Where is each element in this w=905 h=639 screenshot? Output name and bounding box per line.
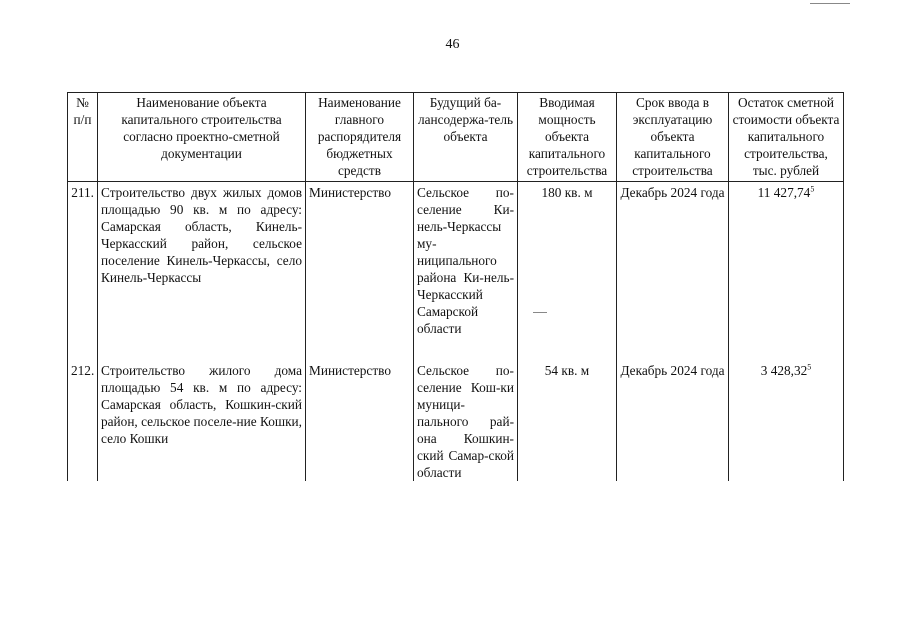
capacity: 180 кв. м xyxy=(518,182,617,357)
remaining-cost-cell xyxy=(729,182,844,357)
future-holder: Сельское по-селение Кош-ки муници-пального рай-она Кошкин-ский Самар-ской области xyxy=(414,356,518,481)
object-name: Строительство двух жилых домов площадью 90 кв. м по адресу: Самарская область, Кинель-Черкасский район, сельское поселение Кинель-Черкассы, село Кинель-Черкассы xyxy=(98,182,306,357)
table-row xyxy=(68,182,844,357)
scan-artifact-mark xyxy=(533,312,547,313)
header-capacity: Вводимая мощность объекта капитального строительства xyxy=(518,93,617,182)
table-row xyxy=(68,356,844,481)
capital-construction-table xyxy=(67,92,844,481)
row-number: 211. xyxy=(68,182,98,357)
remaining-cost: 3 428,32 xyxy=(760,363,808,378)
commissioning-term: Декабрь 2024 года xyxy=(617,356,729,481)
header-object-name: Наименование объекта капитального строительства согласно проектно-сметной документации xyxy=(98,93,306,182)
capacity: 54 кв. м xyxy=(518,356,617,481)
header-budget-administrator: Наименование главного распорядителя бюджетных средств xyxy=(306,93,414,182)
header-commissioning-term: Срок ввода в эксплуатацию объекта капитального строительства xyxy=(617,93,729,182)
header-remaining-cost: Остаток сметной стоимости объекта капитального строительства, тыс. рублей xyxy=(729,93,844,182)
cost-footnote-mark: 5 xyxy=(807,362,812,372)
header-num: № п/п xyxy=(68,93,98,182)
cost-footnote-mark: 5 xyxy=(810,184,815,194)
scan-artifact-top-right xyxy=(810,3,850,4)
commissioning-term: Декабрь 2024 года xyxy=(617,182,729,357)
page-number: 46 xyxy=(445,37,460,52)
table-header-row xyxy=(68,93,844,182)
row-number: 212. xyxy=(68,356,98,481)
budget-administrator: Министерство xyxy=(306,182,414,357)
future-holder: Сельское по-селение Ки-нель-Черкассы му-ниципального района Ки-нель-Черкасский Самарской области xyxy=(414,182,518,357)
remaining-cost: 11 427,74 xyxy=(757,185,811,200)
header-future-holder: Будущий ба-лансодержа-тель объекта xyxy=(414,93,518,182)
budget-administrator: Министерство xyxy=(306,356,414,481)
remaining-cost-cell xyxy=(729,356,844,481)
object-name: Строительство жилого дома площадью 54 кв. м по адресу: Самарская область, Кошкин-ский район, сельское поселе-ние Кошки, село Кошки xyxy=(98,356,306,481)
